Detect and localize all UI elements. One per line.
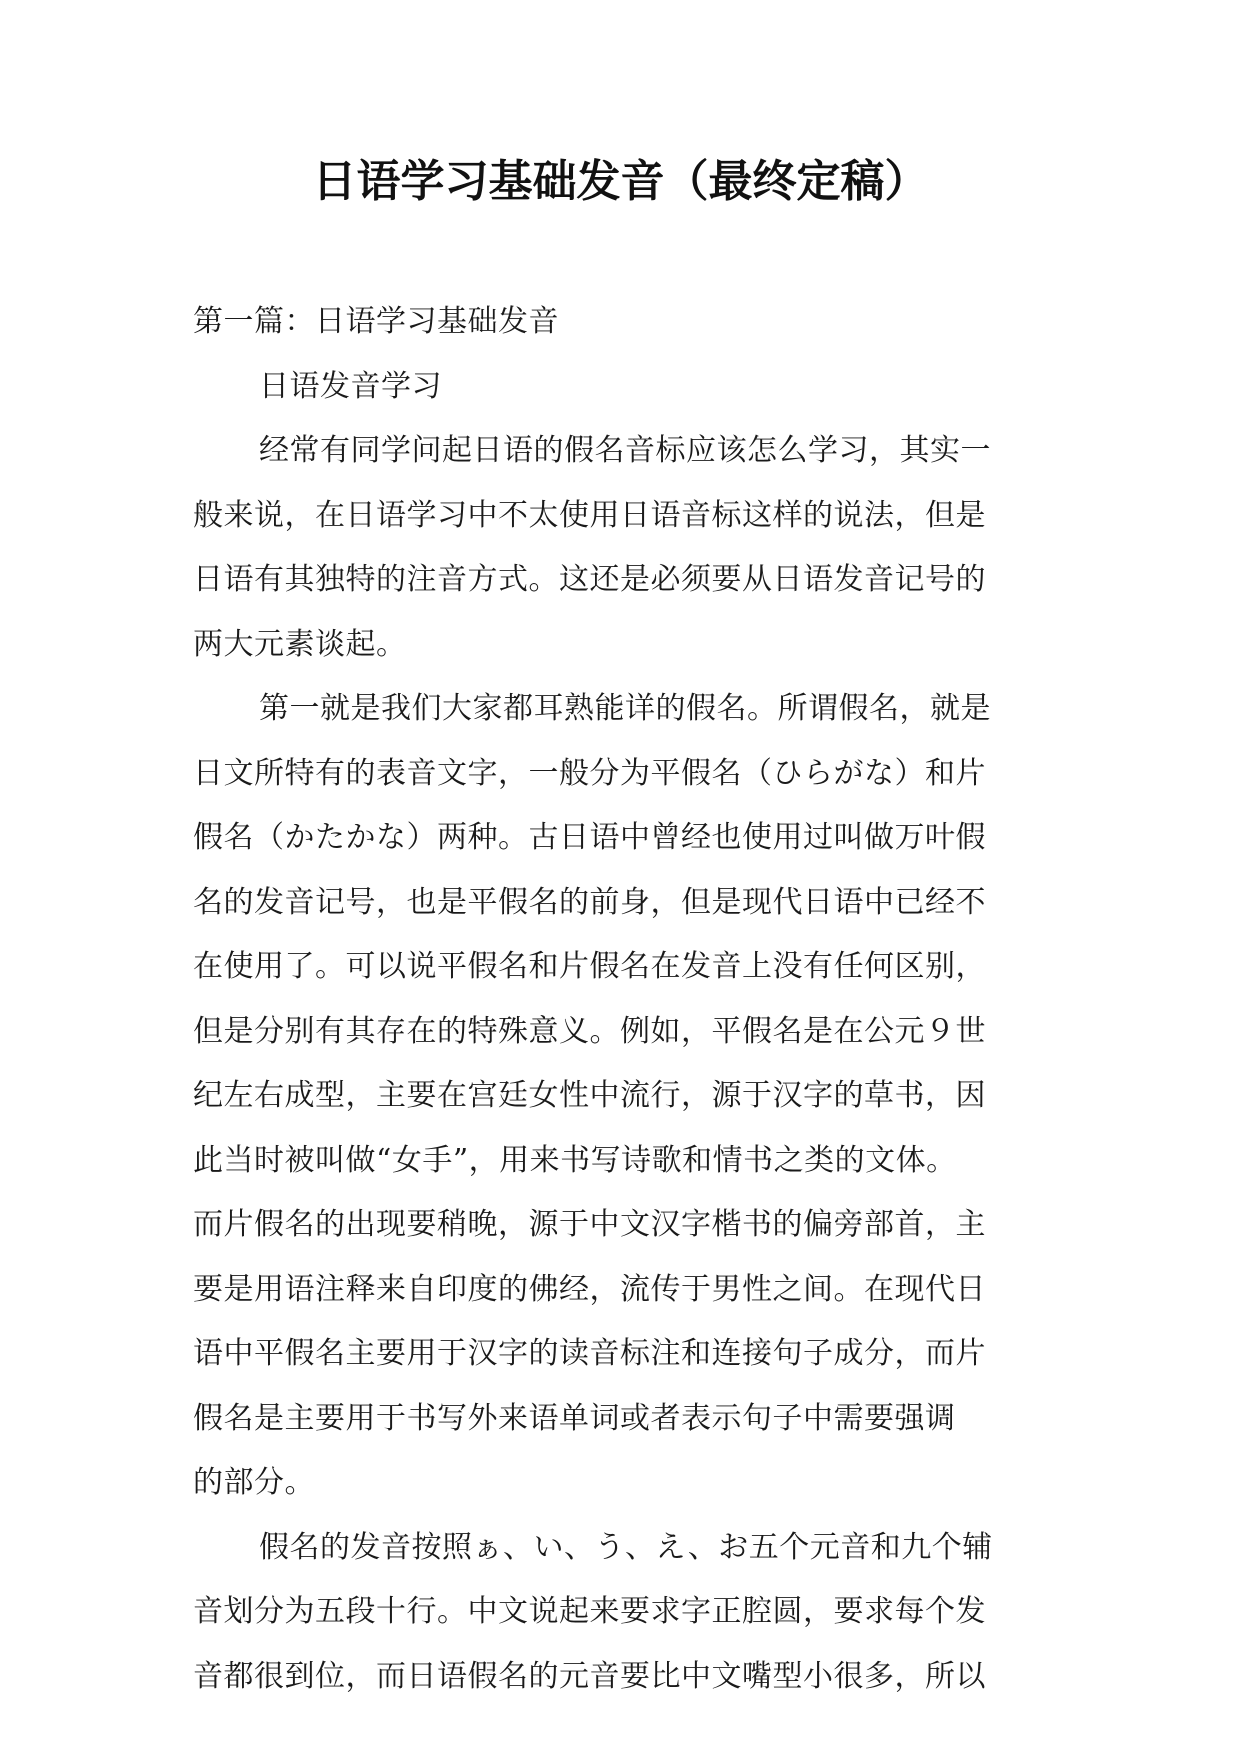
- text-line: 两大元素谈起。: [193, 626, 407, 662]
- text-line: 但是分别有其存在的特殊意义。例如，平假名是在公元９世: [193, 1013, 986, 1049]
- text-line: 的部分。: [193, 1465, 315, 1500]
- text-line: 假名的发音按照ぁ、い、う、え、お五个元音和九个辅: [259, 1529, 993, 1565]
- text-line: 经常有同学问起日语的假名音标应该怎么学习，其实一: [259, 433, 991, 468]
- text-line: 假名是主要用于书写外来语单词或者表示句子中需要强调: [193, 1400, 956, 1436]
- document-body: [193, 290, 1073, 1709]
- text-line: 日文所特有的表音文字，一般分为平假名（ひらがな）和片: [193, 755, 986, 791]
- text-line: 音都很到位，而日语假名的元音要比中文嘴型小很多，所以: [193, 1658, 986, 1694]
- text-line: 日语发音学习: [259, 368, 442, 404]
- text-line: 第一篇：日语学习基础发音: [193, 304, 559, 339]
- text-line: 纪左右成型，主要在宫廷女性中流行，源于汉字的草书，因: [193, 1078, 986, 1113]
- text-line: 般来说，在日语学习中不太使用日语音标这样的说法，但是: [193, 497, 986, 533]
- text-line: 音划分为五段十行。中文说起来要求字正腔圆，要求每个发: [193, 1594, 986, 1629]
- text-line: 第一就是我们大家都耳熟能详的假名。所谓假名，就是: [259, 691, 991, 726]
- text-line: 而片假名的出现要稍晚，源于中文汉字楷书的偏旁部首，主: [193, 1207, 986, 1242]
- text-line: 假名（かたかな）两种。古日语中曾经也使用过叫做万叶假: [193, 820, 986, 855]
- text-line: 要是用语注释来自印度的佛经，流传于男性之间。在现代日: [193, 1271, 986, 1307]
- text-line: 日语有其独特的注音方式。这还是必须要从日语发音记号的: [193, 562, 986, 597]
- text-line: 在使用了。可以说平假名和片假名在发音上没有任何区别，: [193, 949, 986, 984]
- text-line: 此当时被叫做“女手”，用来书写诗歌和情书之类的文体。: [193, 1142, 957, 1178]
- document-title: 日语学习基础发音（最终定稿）: [312, 156, 929, 207]
- text-line: 名的发音记号，也是平假名的前身，但是现代日语中已经不: [193, 884, 986, 920]
- text-line: 语中平假名主要用于汉字的读音标注和连接句子成分，而片: [193, 1336, 986, 1371]
